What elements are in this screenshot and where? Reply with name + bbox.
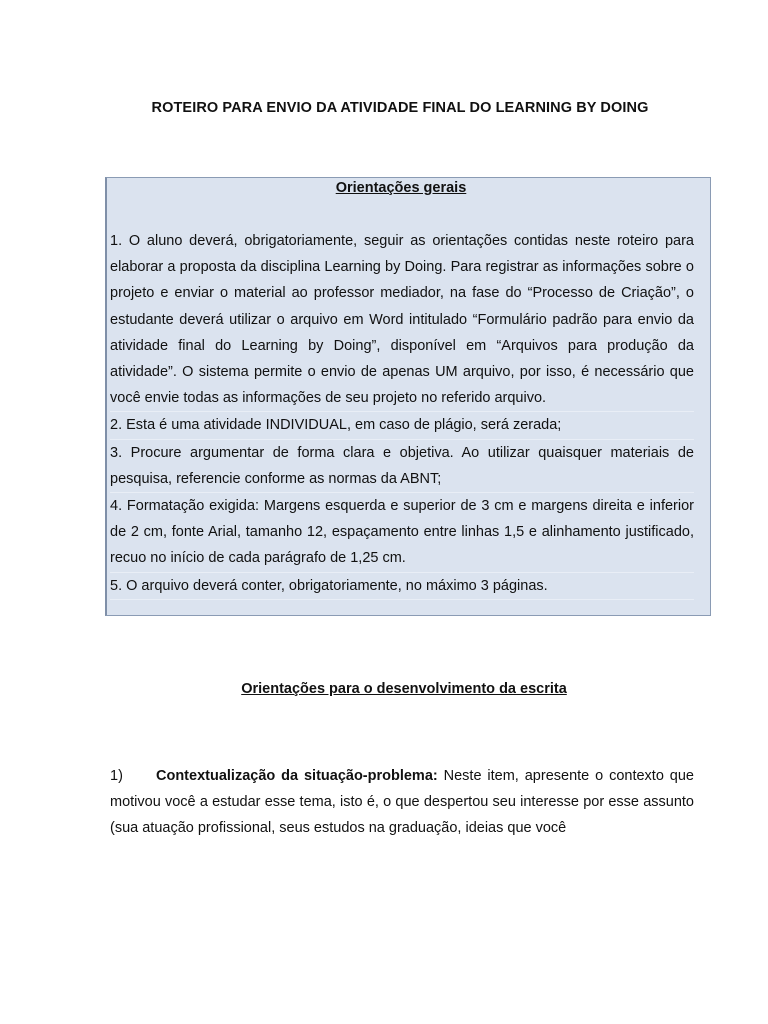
general-guidelines-heading: Orientações gerais	[335, 180, 467, 196]
item-text: Neste item, apresente o contexto que motivou você a estudar esse tema, isto é, o que despertou seu interesse por esse assunto (sua atuação profissional, seus estudos na graduação, ideias que você	[110, 768, 694, 837]
item-number: 1)	[110, 768, 123, 784]
guideline-item-1: 1. O aluno deverá, obrigatoriamente, seguir as orientações contidas neste roteiro para elaborar a proposta da disciplina Learning by Doing. Para registrar as informações sobre o projeto e enviar o material ao professor mediador, na fase do “Processo de Criação”, o estudante deverá utilizar o arquivo em Word intitulado “Formulário padrão para envio da atividade final do Learning by Doing”, disponível em “Arquivos para produção da atividade”. O sistema permite o envio de apenas UM arquivo, por isso, é necessário que você envie todas as informações de seu projeto no referido arquivo.	[110, 228, 694, 412]
guideline-item-2: 2. Esta é uma atividade INDIVIDUAL, em caso de plágio, será zerada;	[110, 412, 694, 439]
item-label: Contextualização da situação-problema:	[156, 768, 438, 784]
general-guidelines-list	[110, 228, 694, 600]
guideline-item-5: 5. O arquivo deverá conter, obrigatoriamente, no máximo 3 páginas.	[110, 573, 694, 600]
guideline-item-3: 3. Procure argumentar de forma clara e objetiva. Ao utilizar quaisquer materiais de pesquisa, referencie conforme as normas da ABNT;	[110, 440, 694, 493]
document-title: ROTEIRO PARA ENVIO DA ATIVIDADE FINAL DO LEARNING BY DOING	[151, 100, 649, 116]
writing-item-1	[110, 763, 694, 842]
writing-guidelines-heading: Orientações para o desenvolvimento da escrita	[241, 681, 567, 697]
guideline-item-4: 4. Formatação exigida: Margens esquerda e superior de 3 cm e margens direita e inferior de 2 cm, fonte Arial, tamanho 12, espaçamento entre linhas 1,5 e alinhamento justificado, recuo no início de cada parágrafo de 1,25 cm.	[110, 493, 694, 573]
